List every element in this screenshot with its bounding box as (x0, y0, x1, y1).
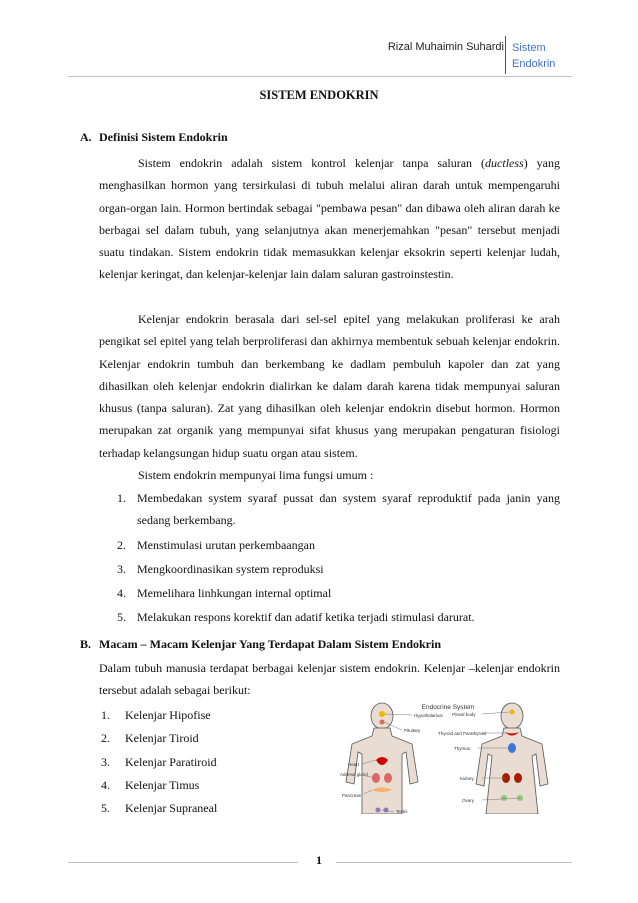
testis-left-marker (376, 808, 381, 813)
list-item (101, 797, 321, 819)
header-rule (68, 76, 572, 77)
list-text: Kelenjar Tiroid (125, 731, 199, 746)
section-a-title: Definisi Sistem Endokrin (99, 130, 228, 144)
label-ovary: Ovary (462, 798, 475, 803)
list-item (117, 582, 560, 604)
glands-list (101, 704, 321, 820)
list-number: 5. (101, 801, 110, 816)
testis-right-marker (384, 808, 389, 813)
list-number: 3. (101, 754, 110, 769)
label-heart: Heart (348, 762, 360, 767)
list-item (117, 558, 560, 580)
list-number: 4. (117, 586, 126, 601)
section-b-title: Macam – Macam Kelenjar Yang Terdapat Dalam Sistem Endokrin (99, 637, 441, 651)
section-a-letter: A. (80, 130, 92, 144)
list-text: Menstimulasi urutan perkembaangan (137, 537, 315, 552)
list-text: Memelihara linhkungan internal optimal (137, 586, 332, 601)
list-text: Melakukan respons korektif dan adatif ketika terjadi stimulasi darurat. (137, 610, 475, 625)
section-b-letter: B. (80, 637, 92, 651)
list-text: Kelenjar Supraneal (125, 801, 218, 816)
header-divider (505, 36, 506, 74)
list-text: Mengkoordinasikan system reproduksi (137, 561, 324, 576)
female-silhouette (476, 703, 548, 814)
hypothalamus-marker (379, 711, 385, 717)
label-hypothalamus: Hypothalamus (414, 713, 443, 718)
list-number: 3. (117, 561, 126, 576)
paragraph-text: ) yang menghasilkan hormon yang tersirkulasi di tubuh melalui aliran darah untuk mempengaruhi organ-organ lain. Hormon bertindak sebagai "pembawa pesan" dan dibawa oleh aliran darah ke berbagai sel dalam tubuh, yang selanjutnya akan menerjemahkan "pesan" tersebut menjadi suatu tindakan. Sistem endokrin tidak memasukkan kelenjar eksokrin seperti kelenjar ludah, kelenjar keringat, dan kelenjar-kelenjar lain dalam saluran gastroinstestin. (99, 156, 560, 282)
paragraph-text: Sistem endokrin mempunyai lima fungsi umum : (138, 468, 374, 482)
list-item (101, 704, 321, 726)
list-number: 4. (101, 777, 110, 792)
section-b-paragraph-1 (99, 657, 560, 702)
list-item (101, 727, 321, 749)
list-number: 2. (117, 537, 126, 552)
list-item (101, 774, 321, 796)
footer-rule-right (336, 862, 572, 863)
footer-rule-left (68, 862, 298, 863)
ovary-left-marker (501, 795, 507, 801)
endocrine-system-diagram (332, 702, 564, 814)
header-title: Sistem Endokrin (512, 42, 556, 70)
label-kidney: Kidney (460, 776, 474, 781)
thymus-marker (508, 743, 516, 753)
paragraph-italic-term: ductless (485, 156, 524, 170)
label-testis: Testis (396, 809, 408, 814)
list-number: 1. (101, 708, 110, 722)
paragraph-text: Sistem endokrin adalah sistem kontrol kelenjar tanpa saluran ( (138, 156, 486, 170)
section-a-paragraph-3 (99, 464, 560, 486)
label-thyroid: Thyroid and Parathyroid (438, 731, 487, 736)
pineal-marker (510, 710, 515, 715)
section-a-paragraph-1 (99, 152, 560, 286)
label-pancreas: Pancreas (342, 793, 362, 798)
label-pituitary: Pituitary (404, 728, 421, 733)
list-item (117, 606, 560, 628)
header-author: Rizal Muhaimin Suhardi (387, 41, 504, 53)
pituitary-marker (380, 720, 385, 725)
list-number: 5. (117, 610, 126, 625)
section-a-paragraph-2 (99, 308, 560, 464)
label-pineal: Pineal body (452, 712, 476, 717)
list-text: Kelenjar Paratiroid (125, 754, 217, 769)
list-item (117, 487, 560, 532)
list-item (117, 534, 560, 556)
diagram-title: Endocrine System (421, 704, 475, 711)
page-number: 1 (316, 853, 322, 867)
kidney-right-marker (514, 773, 522, 783)
label-thymus: Thymus (454, 746, 471, 751)
functions-list (117, 487, 560, 631)
list-number: 1. (117, 491, 126, 505)
list-item (101, 751, 321, 773)
label-adrenal: Adrenal gland (340, 772, 368, 777)
paragraph-text: Dalam tubuh manusia terdapat berbagai kelenjar sistem endokrin. Kelenjar –kelenjar endokrin tersebut adalah sebagai berikut: (99, 661, 560, 698)
list-text: Kelenjar Timus (125, 777, 200, 792)
list-text: Kelenjar Hipofise (125, 708, 211, 722)
kidney-left-marker (384, 773, 392, 783)
list-text: Membedakan system syaraf pussat dan system syaraf reproduktif pada janin yang sedang berkembang. (137, 491, 560, 528)
section-a-heading (80, 130, 228, 145)
document-title: SISTEM ENDOKRIN (259, 88, 379, 102)
list-number: 2. (101, 731, 110, 746)
section-b-heading (80, 637, 441, 652)
paragraph-text: Kelenjar endokrin berasala dari sel-sel epitel yang melakukan proliferasi ke arah pengikat sel epitel yang telah berproliferasi dan akhirnya membentuk sebuah kelenjar endokrin. Kelenjar endokrin tumbuh dan berkembang ke dadlam pembuluh kapoler dan zat yang dihasilkan oleh kelenjar endokrin dialirkan ke dalam darah karena tidak mempunyai saluran khusus (tanpa saluran). Zat yang dihasilkan oleh kelenjar endokrin disebut hormon. Hormon merupakan zat organik yang mempunyai sifat khusus yang merupakan pengaturan fisiologi terhadap kelangsungan hidup suatu organ atau sistem. (99, 312, 560, 460)
